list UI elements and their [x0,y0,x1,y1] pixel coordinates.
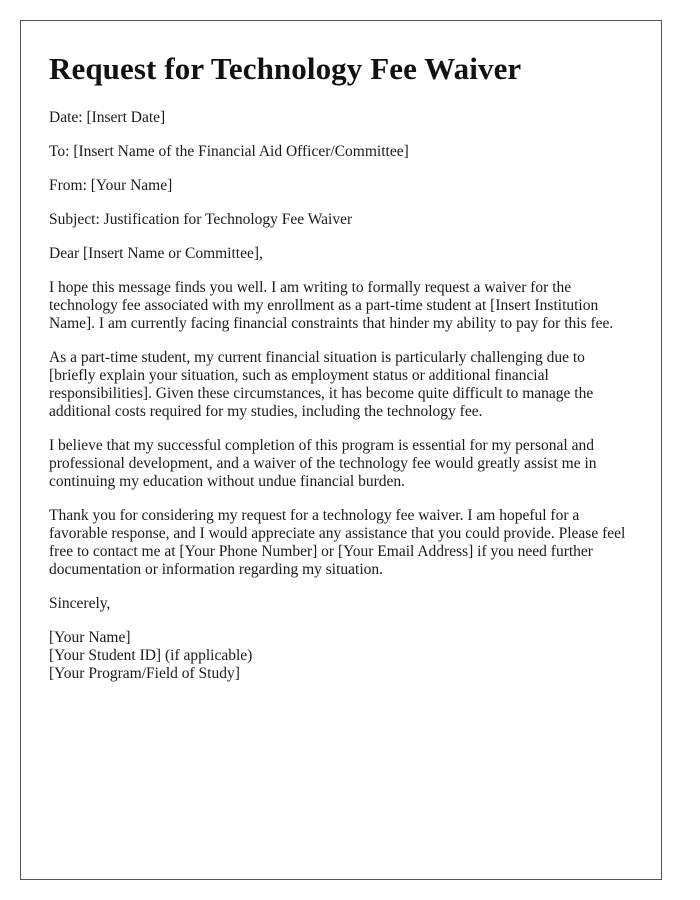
letter-date: Date: [Insert Date] [49,109,166,126]
letter-title: Request for Technology Fee Waiver [49,51,522,86]
letter-recipient: To: [Insert Name of the Financial Aid Officer/Committee] [49,143,409,160]
signature-student-id: [Your Student ID] (if applicable) [49,647,253,664]
body-paragraph-importance: I believe that my successful completion of this program is essential for my personal and professional development, and a waiver of the technology fee would greatly assist me in continuing my education without undue financial burden. [49,437,597,490]
letter-page [20,20,662,880]
signature-program: [Your Program/Field of Study] [49,665,240,682]
letter-sender: From: [Your Name] [49,177,173,194]
letter-subject: Subject: Justification for Technology Fee Waiver [49,211,353,228]
signature-name: [Your Name] [49,629,131,646]
body-paragraph-situation: As a part-time student, my current financial situation is particularly challenging due to [briefly explain your situation, such as employment status or additional financial responsibilities]. Given these circumstances, it has become quite difficult to manage the additional costs required for my studies, including the technology fee. [49,349,594,420]
letter-closing: Sincerely, [49,595,111,612]
body-paragraph-intro: I hope this message finds you well. I am writing to formally request a waiver for the technology fee associated with my enrollment as a part-time student at [Insert Institution Name]. I am currently facing financial constraints that hinder my ability to pay for this fee. [49,279,614,332]
body-paragraph-thanks: Thank you for considering my request for a technology fee waiver. I am hopeful for a favorable response, and I would appreciate any assistance that you could provide. Please feel free to contact me at [Your Phone Number] or [Your Email Address] if you need further documentation or information regarding my situation. [49,507,626,578]
letter-content [21,21,661,683]
signature-block [49,629,633,683]
letter-salutation: Dear [Insert Name or Committee], [49,245,263,262]
